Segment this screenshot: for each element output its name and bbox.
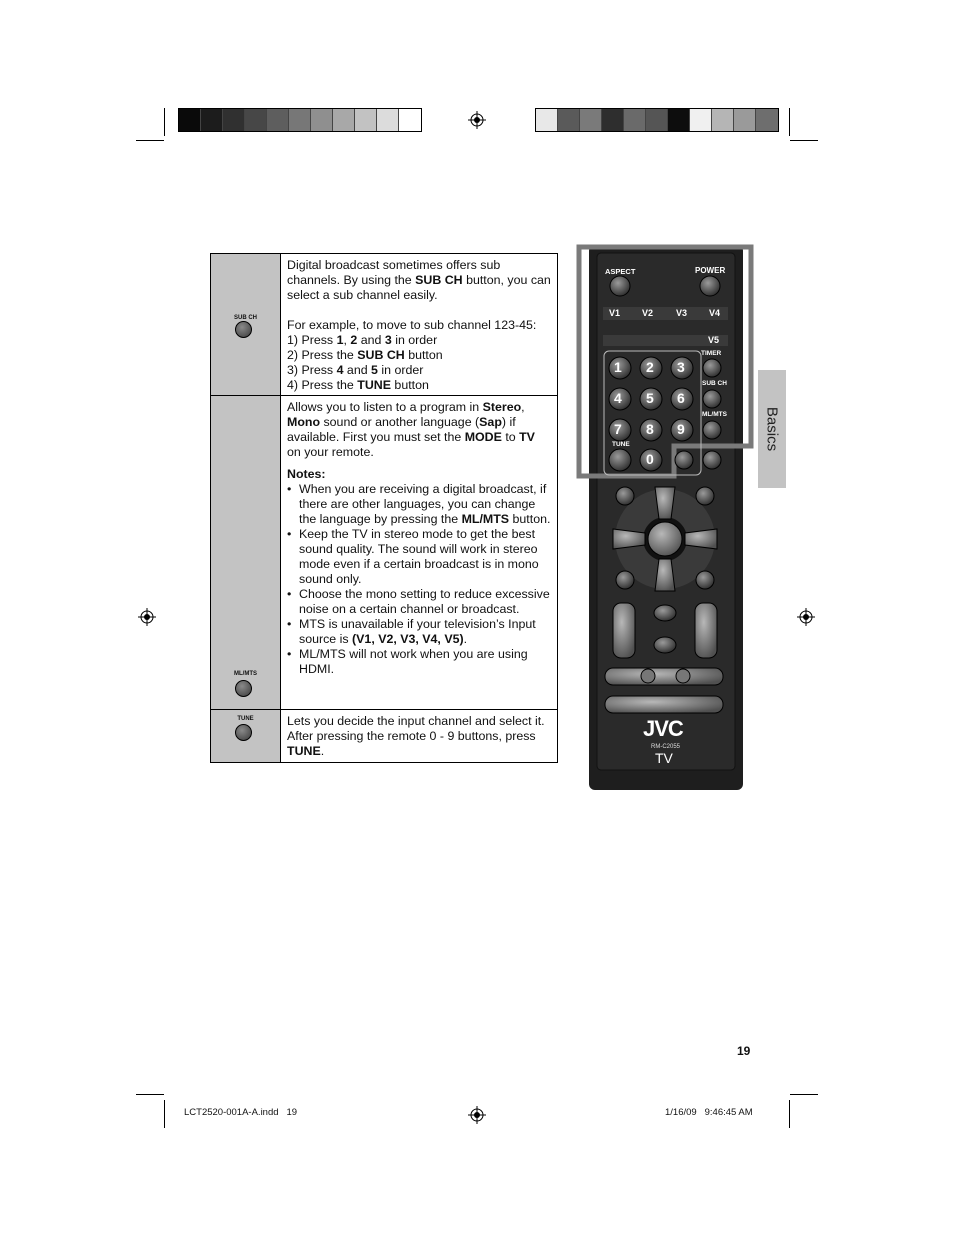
- footer-filename: LCT2520-001A-A.indd 19: [184, 1107, 298, 1118]
- description-cell: [281, 396, 557, 709]
- mode-label: TV: [655, 750, 673, 766]
- model-number: RM-C2055: [651, 744, 681, 750]
- paragraph: Allows you to listen to a program in Stereo, Mono sound or another language (Sap) if available. First you must set the MODE to TV on your remote.: [287, 400, 535, 459]
- crop-mark: [790, 140, 818, 141]
- aspect-label: ASPECT: [605, 267, 636, 276]
- mlmts-label: ML/MTS: [702, 411, 727, 418]
- input-v5-label: V5: [708, 335, 720, 345]
- button-description-table: [210, 253, 558, 763]
- crop-mark: [164, 1100, 165, 1128]
- registration-mark-icon: [468, 1106, 486, 1124]
- input-v3-label: V3: [676, 308, 688, 318]
- paragraph: Digital broadcast sometimes offers sub channels. By using the SUB CH button, you can select a sub channel easily.: [287, 258, 551, 302]
- button-label: SUB CH: [233, 315, 257, 321]
- table-row: [211, 254, 557, 396]
- power-label: POWER: [695, 266, 726, 275]
- description-cell: [281, 710, 557, 762]
- input-v1-label: V1: [609, 308, 621, 318]
- table-row: [211, 396, 557, 710]
- digit-7: 7: [614, 421, 622, 437]
- footer-timestamp: 1/16/09 9:46:45 AM: [665, 1107, 753, 1118]
- step: 3) Press 4 and 5 in order: [287, 363, 424, 377]
- list-item: • Keep the TV in stereo mode to get the best sound quality. The sound will work in stereo mode even if a certain broadcast is in mono sound only.: [299, 527, 551, 587]
- input-v2-label: V2: [642, 308, 654, 318]
- section-tab-label: Basics: [763, 406, 781, 452]
- digit-8: 8: [646, 421, 654, 437]
- crop-mark: [790, 1094, 818, 1095]
- paragraph: Lets you decide the input channel and select it. After pressing the remote 0 - 9 buttons, press TUNE.: [287, 714, 545, 758]
- list-item: • MTS is unavailable if your television’s Input source is (V1, V2, V3, V4, V5).: [299, 617, 551, 647]
- registration-mark-icon: [468, 111, 486, 129]
- ml-mts-button-icon: [235, 680, 252, 697]
- remote-control-illustration: [575, 243, 755, 793]
- color-control-bar: [535, 108, 779, 132]
- notes-title: Notes:: [287, 467, 326, 481]
- crop-mark: [789, 108, 790, 136]
- digit-4: 4: [614, 390, 622, 406]
- digit-6: 6: [677, 390, 685, 406]
- step: 2) Press the SUB CH button: [287, 348, 443, 362]
- step: 1) Press 1, 2 and 3 in order: [287, 333, 438, 347]
- button-cell: [211, 396, 281, 709]
- list-item: • Choose the mono setting to reduce excessive noise on a certain channel or broadcast.: [299, 587, 551, 617]
- tune-button-icon: [235, 724, 252, 741]
- button-label: ML/MTS: [234, 671, 257, 677]
- timer-label: TIMER: [701, 350, 722, 357]
- digit-3: 3: [677, 359, 685, 375]
- table-row: [211, 710, 557, 762]
- sub-ch-button-icon: [235, 321, 252, 338]
- input-v4-label: V4: [709, 308, 721, 318]
- crop-mark: [789, 1100, 790, 1128]
- list-item: • ML/MTS will not work when you are using HDMI.: [299, 647, 551, 677]
- digit-1: 1: [614, 359, 622, 375]
- digit-2: 2: [646, 359, 654, 375]
- digit-9: 9: [677, 421, 685, 437]
- page-number: 19: [737, 1044, 751, 1058]
- digit-0: 0: [646, 451, 654, 467]
- gray-scale-bar: [178, 108, 422, 132]
- button-label: TUNE: [237, 716, 254, 722]
- crop-mark: [164, 108, 165, 136]
- list-item: • When you are receiving a digital broadcast, if there are other languages, you can change the language by pressing the ML/MTS button.: [299, 482, 551, 527]
- crop-mark: [136, 140, 164, 141]
- step: 4) Press the TUNE button: [287, 378, 429, 392]
- section-tab: [758, 370, 786, 488]
- crop-mark: [136, 1094, 164, 1095]
- jvc-logo: JVC: [643, 716, 683, 741]
- subch-label: SUB CH: [702, 380, 727, 387]
- registration-mark-icon: [138, 608, 156, 626]
- digit-5: 5: [646, 390, 654, 406]
- description-cell: [281, 254, 557, 395]
- button-cell: [211, 710, 281, 762]
- registration-mark-icon: [797, 608, 815, 626]
- notes-list: [287, 482, 551, 677]
- paragraph: For example, to move to sub channel 123-45:: [287, 318, 537, 332]
- tune-label: TUNE: [612, 441, 630, 448]
- button-cell: [211, 254, 281, 395]
